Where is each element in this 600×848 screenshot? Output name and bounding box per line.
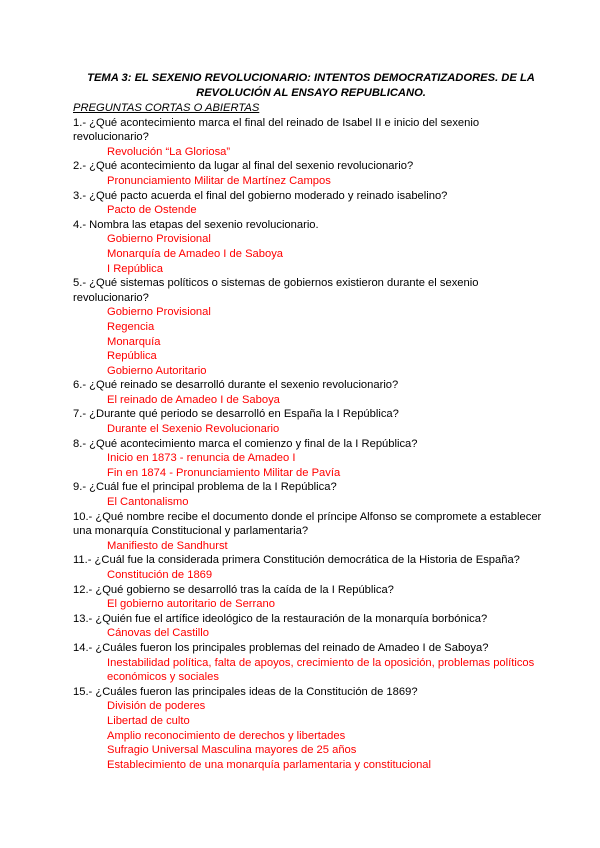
- question-block: [73, 685, 543, 773]
- answer-text: Constitución de 1869: [107, 569, 213, 581]
- answer-text: Monarquía de Amadeo I de Saboya: [107, 247, 284, 260]
- question-block: [73, 641, 543, 685]
- answer-text: Regencia: [107, 320, 155, 333]
- answer-list: [73, 451, 543, 480]
- answer-text: Gobierno Provisional: [107, 233, 211, 246]
- answer-list: [73, 174, 543, 189]
- question-block: [73, 437, 543, 481]
- section-label: PREGUNTAS CORTAS O ABIERTAS: [73, 102, 260, 114]
- question-block: [73, 553, 543, 582]
- question-block: [73, 407, 543, 436]
- answer-text: I República: [107, 262, 163, 275]
- document-title: TEMA 3: EL SEXENIO REVOLUCIONARIO: INTENTOS DEMOCRATIZADORES. DE LA REVOLUCIÓN AL ENSAYO REPUBLICANO.: [87, 72, 535, 99]
- answer-list: [73, 232, 543, 276]
- question-text: 11.- ¿Cuál fue la considerada primera Constitución democrática de la Historia de España?: [73, 554, 520, 567]
- question-block: [73, 583, 543, 612]
- question-text: 3.- ¿Qué pacto acuerda el final del gobierno moderado y reinado isabelino?: [73, 189, 448, 202]
- question-block: [73, 159, 543, 188]
- question-block: [73, 276, 543, 378]
- answer-text: Sufragio Universal Masculina mayores de 25 años: [107, 744, 357, 757]
- answer-list: [73, 699, 543, 772]
- question-block: [73, 218, 543, 276]
- question-block: [73, 480, 543, 509]
- question-block: [73, 116, 543, 160]
- answer-text: Inicio en 1873 - renuncia de Amadeo I: [107, 452, 296, 465]
- answer-list: [73, 597, 543, 612]
- question-text: 15.- ¿Cuáles fueron las principales ideas de la Constitución de 1869?: [73, 685, 418, 698]
- answer-text: El Cantonalismo: [107, 496, 189, 509]
- question-text: 10.- ¿Qué nombre recibe el documento donde el príncipe Alfonso se compromete a establecer una monarquía Constitucional y parlamentaria?: [73, 510, 542, 538]
- answer-text: Monarquía: [107, 335, 161, 348]
- answer-text: Gobierno Provisional: [107, 306, 211, 319]
- answer-text: República: [107, 350, 157, 363]
- answer-list: [73, 305, 543, 378]
- answer-text: Durante el Sexenio Revolucionario: [107, 423, 280, 436]
- question-list: [73, 116, 543, 773]
- answer-text: Cánovas del Castillo: [107, 627, 209, 640]
- question-text: 4.- Nombra las etapas del sexenio revolucionario.: [73, 218, 319, 231]
- answer-list: [73, 626, 543, 641]
- answer-text: Establecimiento de una monarquía parlamentaria y constitucional: [107, 758, 432, 771]
- answer-text: Gobierno Autoritario: [107, 364, 207, 377]
- answer-text: El reinado de Amadeo I de Saboya: [107, 393, 280, 406]
- answer-text: Pacto de Ostende: [107, 204, 197, 217]
- answer-list: [73, 539, 543, 554]
- question-text: 8.- ¿Qué acontecimiento marca el comienzo y final de la I República?: [73, 437, 418, 450]
- question-text: 2.- ¿Qué acontecimiento da lugar al final del sexenio revolucionario?: [73, 160, 414, 173]
- answer-text: Revolución “La Gloriosa”: [107, 145, 231, 158]
- answer-text: Libertad de culto: [107, 714, 190, 727]
- question-block: [73, 612, 543, 641]
- answer-text: Amplio reconocimiento de derechos y libertades: [107, 729, 346, 742]
- answer-text: Inestabilidad política, falta de apoyos, crecimiento de la oposición, problemas políticos económicos y sociales: [107, 656, 535, 684]
- question-text: 7.- ¿Durante qué periodo se desarrolló en España la I República?: [73, 408, 399, 421]
- question-text: 1.- ¿Qué acontecimiento marca el final del reinado de Isabel II e inicio del sexenio revolucionario?: [73, 116, 480, 144]
- answer-list: [73, 656, 543, 685]
- answer-list: [73, 495, 543, 510]
- question-text: 9.- ¿Cuál fue el principal problema de la I República?: [73, 481, 337, 494]
- answer-text: Fin en 1874 - Pronunciamiento Militar de Pavía: [107, 466, 341, 479]
- question-text: 12.- ¿Qué gobierno se desarrolló tras la caída de la I República?: [73, 583, 394, 596]
- answer-list: [73, 203, 543, 218]
- question-block: [73, 189, 543, 218]
- answer-list: [73, 393, 543, 408]
- answer-list: [73, 145, 543, 160]
- answer-list: [73, 422, 543, 437]
- question-text: 6.- ¿Qué reinado se desarrolló durante el sexenio revolucionario?: [73, 379, 399, 392]
- question-block: [73, 510, 543, 554]
- question-text: 5.- ¿Qué sistemas políticos o sistemas de gobiernos existieron durante el sexenio revolucionario?: [73, 277, 479, 304]
- answer-text: Pronunciamiento Militar de Martínez Campos: [107, 174, 331, 187]
- document-page: [73, 71, 543, 772]
- question-text: 13.- ¿Quién fue el artífice ideológico de la restauración de la monarquía borbónica?: [73, 612, 488, 625]
- answer-text: El gobierno autoritario de Serrano: [107, 598, 275, 611]
- question-block: [73, 378, 543, 407]
- answer-text: División de poderes: [107, 700, 206, 713]
- answer-text: Manifiesto de Sandhurst: [107, 539, 228, 552]
- question-text: 14.- ¿Cuáles fueron los principales problemas del reinado de Amadeo I de Saboya?: [73, 641, 489, 654]
- answer-list: [73, 568, 543, 583]
